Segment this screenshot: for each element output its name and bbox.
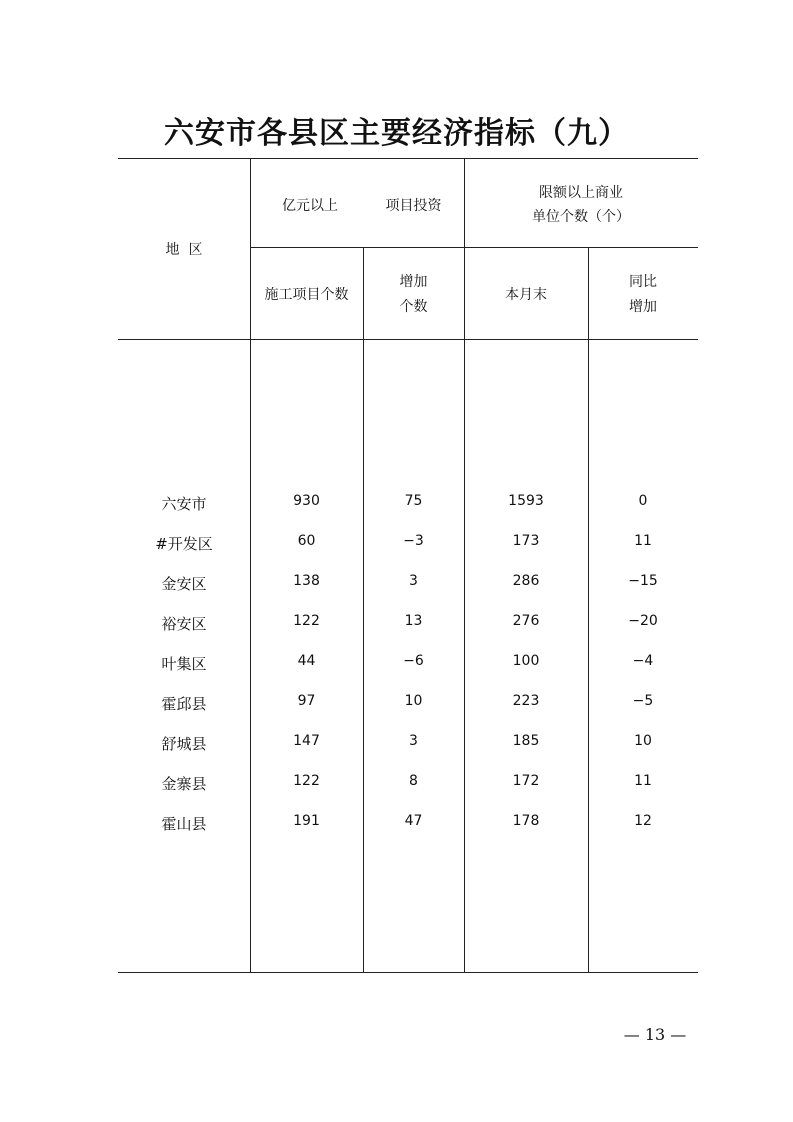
- page-number: — 13 —: [623, 1025, 687, 1044]
- cell-increase: 75: [404, 493, 423, 509]
- cell-month-end: 276: [512, 613, 540, 629]
- cell-projects: 122: [293, 773, 320, 789]
- col-divider-1: [250, 158, 251, 973]
- cell-yoy: 11: [634, 773, 652, 789]
- cell-month-end: 185: [512, 733, 540, 749]
- header-col-increase-line1: 增加: [399, 274, 428, 290]
- cell-increase: 10: [404, 693, 423, 709]
- table-top-rule: [118, 158, 698, 159]
- cell-yoy: −4: [632, 653, 654, 669]
- cell-increase: 13: [404, 613, 423, 629]
- cell-projects: 930: [293, 493, 320, 509]
- cell-month-end: 223: [512, 693, 540, 709]
- cell-yoy: 11: [634, 533, 652, 549]
- cell-projects: 97: [297, 693, 316, 709]
- header-col-yoy-line2: 增加: [629, 299, 657, 315]
- cell-yoy: −15: [628, 573, 658, 589]
- cell-region: 裕安区: [161, 615, 207, 633]
- cell-month-end: 1593: [508, 493, 544, 509]
- cell-projects: 138: [293, 573, 320, 589]
- cell-region: 金寨县: [161, 775, 207, 793]
- cell-region: 霍邱县: [161, 695, 207, 713]
- col-divider-3: [464, 158, 465, 973]
- cell-yoy: 10: [634, 733, 652, 749]
- page-title: 六安市各县区主要经济指标（九）: [164, 116, 629, 151]
- cell-increase: 3: [409, 733, 418, 749]
- cell-yoy: 12: [634, 813, 652, 829]
- header-group2-line1: 限额以上商业: [539, 185, 623, 201]
- cell-projects: 44: [297, 653, 316, 669]
- header-group2-line2: 单位个数（个）: [532, 209, 630, 225]
- cell-region: 六安市: [161, 495, 207, 513]
- table-bottom-rule: [118, 972, 698, 973]
- cell-projects: 60: [297, 533, 316, 549]
- cell-yoy: 0: [638, 493, 648, 509]
- cell-region: 叶集区: [161, 655, 207, 673]
- cell-region: 金安区: [161, 575, 207, 593]
- cell-month-end: 286: [512, 573, 540, 589]
- cell-region: 舒城县: [161, 735, 207, 753]
- cell-increase: −3: [403, 533, 424, 549]
- header-region: 地 区: [165, 242, 203, 258]
- col-divider-2: [363, 247, 364, 973]
- cell-projects: 191: [293, 813, 320, 829]
- cell-yoy: −20: [628, 613, 658, 629]
- cell-projects: 147: [293, 733, 320, 749]
- header-mid-rule: [250, 247, 698, 248]
- economic-indicators-table: [118, 158, 698, 973]
- header-bottom-rule: [118, 339, 698, 340]
- cell-month-end: 172: [512, 773, 540, 789]
- header-col-month-end: 本月末: [505, 287, 547, 303]
- col-divider-4: [588, 247, 589, 973]
- cell-region: #开发区: [155, 535, 213, 553]
- cell-month-end: 100: [512, 653, 540, 669]
- header-col-yoy-line1: 同比: [629, 274, 657, 290]
- cell-region: 霍山县: [161, 815, 207, 833]
- cell-increase: 3: [409, 573, 418, 589]
- cell-increase: 47: [404, 813, 423, 829]
- header-col-projects: 施工项目个数: [264, 287, 349, 303]
- cell-increase: −6: [403, 653, 424, 669]
- cell-yoy: −5: [632, 693, 654, 709]
- cell-projects: 122: [293, 613, 320, 629]
- header-group1-part1: 亿元以上: [282, 198, 338, 214]
- cell-month-end: 178: [512, 813, 540, 829]
- header-col-increase-line2: 个数: [399, 299, 428, 315]
- header-group1-part2: 项目投资: [385, 198, 442, 214]
- cell-month-end: 173: [512, 533, 540, 549]
- cell-increase: 8: [409, 773, 418, 789]
